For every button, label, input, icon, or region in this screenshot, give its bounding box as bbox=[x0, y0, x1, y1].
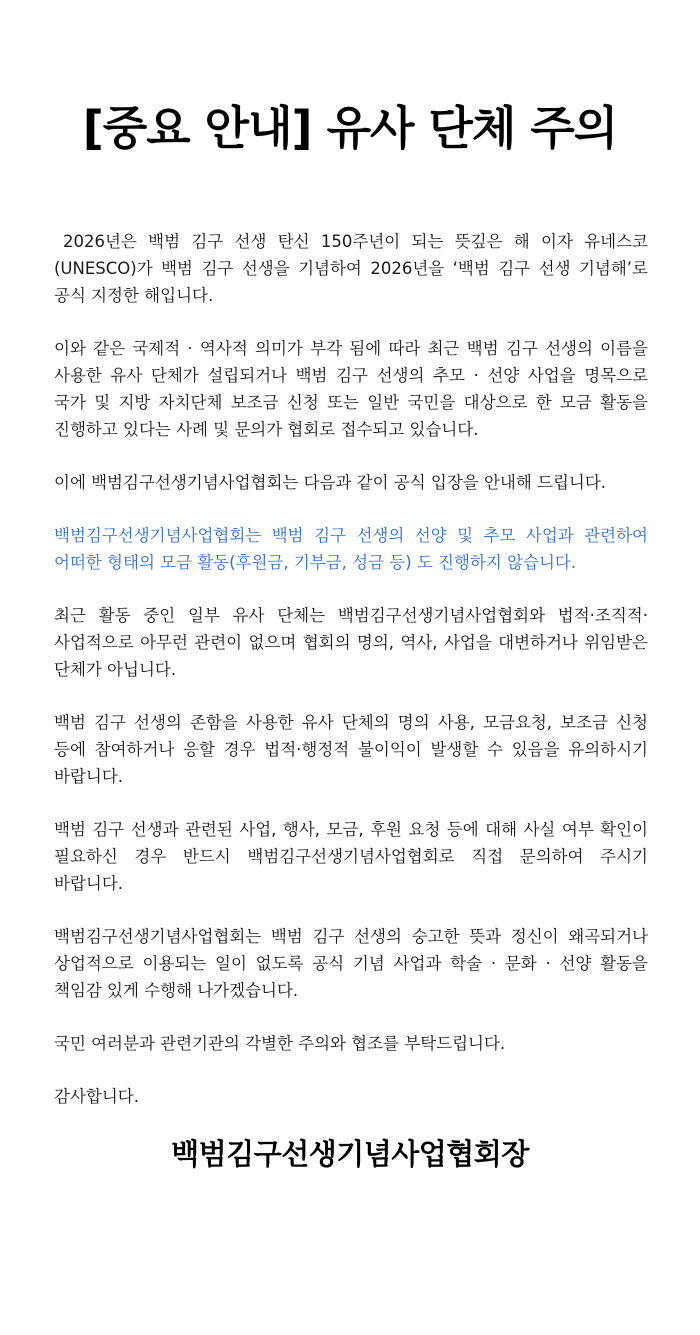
notice-title: [중요 안내] 유사 단체 주의 bbox=[82, 101, 618, 155]
paragraph-commitment: 백범김구선생기념사업협회는 백범 김구 선생의 숭고한 뜻과 정신이 왜곡되거나 상업적으로 이용되는 일이 없도록 공식 기념 사업과 학술 · 문화 · 선양 활동을 책임감 있게 수행해 나가겠습니다. bbox=[54, 927, 648, 1000]
paragraph-announcement: 이에 백범김구선생기념사업협회는 다음과 같이 공식 입장을 안내해 드립니다. bbox=[54, 473, 607, 492]
paragraph-no-fundraising-notice: 백범김구선생기념사업협회는 백범 김구 선생의 선양 및 추모 사업과 관련하여 어떠한 형태의 모금 활동(후원금, 기부금, 성금 등) 도 진행하지 않습니다. bbox=[54, 526, 648, 572]
paragraph-warning: 백범 김구 선생의 존함을 사용한 유사 단체의 명의 사용, 모금요청, 보조금 신청 등에 참여하거나 응할 경우 법적·행정적 불이익이 발생할 수 있음을 유의하시기 바랍니다. bbox=[54, 713, 648, 786]
notice-body bbox=[54, 228, 648, 1110]
signature: 백범김구선생기념사업협회장 bbox=[171, 1137, 529, 1171]
paragraph-intro: 2026년은 백범 김구 선생 탄신 150주년이 되는 뜻깊은 해 이자 유네스코(UNESCO)가 백범 김구 선생을 기념하여 2026년을 ‘백범 김구 선생 기념해’로 공식 지정한 해입니다. bbox=[54, 232, 648, 305]
paragraph-thanks: 감사합니다. bbox=[54, 1087, 139, 1106]
paragraph-background: 이와 같은 국제적 · 역사적 의미가 부각 됨에 따라 최근 백범 김구 선생의 이름을 사용한 유사 단체가 설립되거나 백범 김구 선생의 추모 · 선양 사업을 명목으로 국가 및 지방 자치단체 보조금 신청 또는 일반 국민을 대상으로 한 모금 활동을 진행하고 있다는 사례 및 문의가 협회로 접수되고 있습니다. bbox=[54, 339, 648, 439]
paragraph-request: 국민 여러분과 관련기관의 각별한 주의와 협조를 부탁드립니다. bbox=[54, 1034, 506, 1053]
paragraph-unrelated-groups: 최근 활동 중인 일부 유사 단체는 백범김구선생기념사업협회와 법적·조직적·사업적으로 아무런 관련이 없으며 협회의 명의, 역사, 사업을 대변하거나 위임받은 단체가 아닙니다. bbox=[54, 606, 648, 679]
paragraph-inquiry: 백범 김구 선생과 관련된 사업, 행사, 모금, 후원 요청 등에 대해 사실 여부 확인이 필요하신 경우 반드시 백범김구선생기념사업협회로 직접 문의하여 주시기 바랍니다. bbox=[54, 820, 648, 893]
